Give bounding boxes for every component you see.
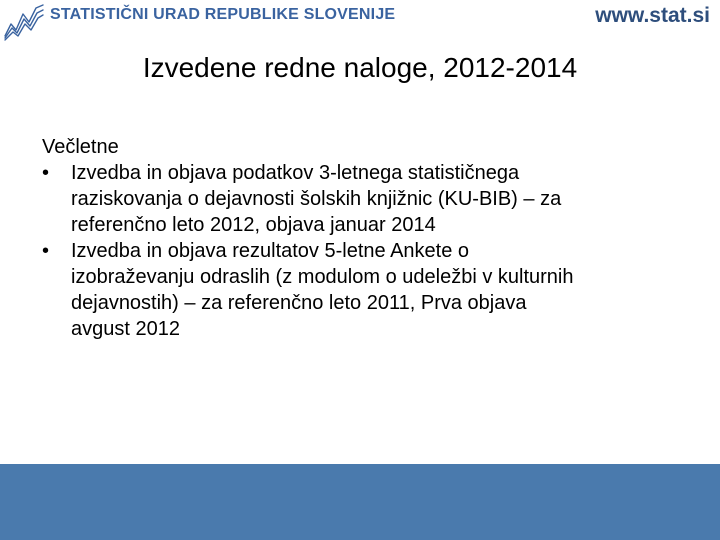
bullet-line: avgust 2012 bbox=[71, 318, 180, 340]
slide-header bbox=[0, 0, 720, 44]
bullet-marker: • bbox=[42, 162, 50, 184]
organization-name: STATISTIČNI URAD REPUBLIKE SLOVENIJE bbox=[50, 6, 396, 23]
section-heading: Večletne bbox=[42, 136, 119, 158]
bullet-marker: • bbox=[42, 240, 50, 262]
bullet-item bbox=[42, 238, 702, 342]
bullet-line: izobraževanju odraslih (z modulom o udeležbi v kulturnih bbox=[71, 266, 574, 288]
bullet-list bbox=[42, 160, 702, 342]
bullet-line: dejavnostih) – za referenčno leto 2011, Prva objava bbox=[71, 292, 527, 314]
rising-line-chart-logo-icon bbox=[2, 2, 46, 42]
bullet-item bbox=[42, 160, 702, 238]
bullet-line: raziskovanja o dejavnosti šolskih knjižnic (KU-BIB) – za bbox=[71, 188, 562, 210]
slide-title: Izvedene redne naloge, 2012-2014 bbox=[142, 52, 578, 83]
website-url: www.stat.si bbox=[595, 4, 710, 27]
bullet-line: Izvedba in objava rezultatov 5-letne Ankete o bbox=[71, 240, 470, 262]
bullet-line: Izvedba in objava podatkov 3-letnega statističnega bbox=[71, 162, 520, 184]
slide-content bbox=[42, 134, 702, 342]
footer-bar bbox=[0, 464, 720, 540]
bullet-line: referenčno leto 2012, objava januar 2014 bbox=[71, 214, 436, 236]
